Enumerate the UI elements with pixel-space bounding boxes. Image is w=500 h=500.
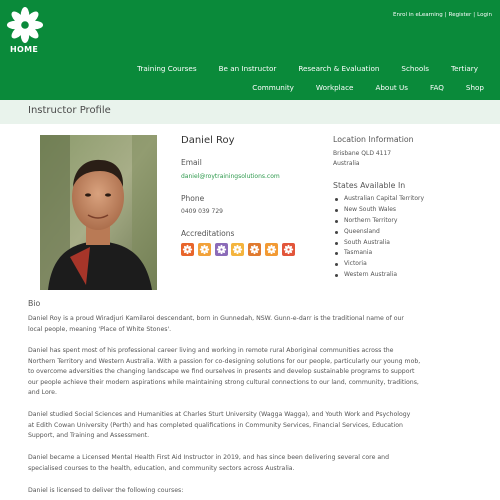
page-title: Instructor Profile: [28, 105, 111, 116]
accreditation-badge-icon[interactable]: [231, 243, 244, 256]
bio-line: to overcome adversities the changing landscape we find ourselves in presents and develop sustainable programs to support: [28, 368, 415, 376]
nav-shop[interactable]: Shop: [465, 83, 484, 92]
bio-line: Daniel became a Licensed Mental Health First Aid Instructor in 2019, and has since been delivering several core and: [28, 454, 389, 461]
nav-about-us[interactable]: About Us: [375, 83, 408, 92]
bio-paragraph: [28, 453, 476, 474]
bio-line: Daniel studied Social Sciences and Humanities at Charles Sturt University (Wagga Wagga), and Youth Work and Psychology: [28, 411, 411, 418]
email-link[interactable]: daniel@roytrainingsolutions.com: [181, 173, 280, 180]
bio-line: Daniel has spent most of his professional career living and working in remote rural Aboriginal communities across the: [28, 347, 394, 354]
list-item: Victoria: [335, 259, 424, 270]
states-title: States Available In: [333, 181, 406, 190]
list-item: Queensland: [335, 227, 424, 238]
location-title: Location Information: [333, 135, 414, 144]
main-nav-row-1: [115, 64, 478, 73]
accreditation-badge-icon[interactable]: [181, 243, 194, 256]
accreditation-badge-icon[interactable]: [282, 243, 295, 256]
nav-be-an-instructor[interactable]: Be an Instructor: [218, 64, 277, 73]
bio-title: Bio: [28, 299, 41, 308]
separator: |: [473, 12, 476, 18]
email-label: Email: [181, 158, 202, 167]
accreditations-label: Accreditations: [181, 229, 235, 238]
accreditation-badges: [181, 243, 299, 256]
accreditation-badge-icon[interactable]: [215, 243, 228, 256]
account-links: [393, 12, 492, 18]
bio-line: our people achieve their modern aspirations while maintaining strong cultural connections to our land, community, traditions,: [28, 378, 419, 386]
bio-paragraph: [28, 410, 476, 442]
login-link[interactable]: Login: [477, 12, 492, 18]
bio-line: local people, meaning 'Place of White Stones'.: [28, 325, 172, 333]
list-item: New South Wales: [335, 205, 424, 216]
nav-community[interactable]: Community: [252, 83, 294, 92]
nav-faq[interactable]: FAQ: [430, 83, 444, 92]
instructor-name: Daniel Roy: [181, 135, 235, 146]
accreditation-badge-icon[interactable]: [248, 243, 261, 256]
location-country: Australia: [333, 160, 360, 167]
separator: |: [444, 12, 447, 18]
states-list: [335, 194, 424, 281]
home-link[interactable]: HOME: [10, 45, 39, 54]
nav-training-courses[interactable]: Training Courses: [137, 64, 197, 73]
flower-logo-icon[interactable]: [6, 6, 44, 44]
nav-workplace[interactable]: Workplace: [315, 83, 354, 92]
bio-paragraph: [28, 486, 476, 497]
nav-tertiary[interactable]: Tertiary: [451, 64, 478, 73]
instructor-photo: [40, 135, 157, 290]
list-item: Northern Territory: [335, 216, 424, 227]
main-nav-row-2: [230, 83, 484, 92]
list-item: Western Australia: [335, 270, 424, 281]
list-item: Tasmania: [335, 248, 424, 259]
nav-research-evaluation[interactable]: Research & Evaluation: [298, 64, 380, 73]
register-link[interactable]: Register: [448, 12, 472, 18]
phone-label: Phone: [181, 194, 205, 203]
enrol-elearning-link[interactable]: Enrol in eLearning: [393, 12, 443, 18]
list-item: Australian Capital Territory: [335, 194, 424, 205]
location-city: Brisbane QLD 4117: [333, 150, 392, 157]
nav-schools[interactable]: Schools: [401, 64, 430, 73]
bio-line: and Lore.: [28, 389, 57, 397]
list-item: South Australia: [335, 238, 424, 249]
accreditation-badge-icon[interactable]: [198, 243, 211, 256]
bio-line: Northern Territory and Western Australia. With a passion for co-designing solutions for our people, particularly our young mob,: [28, 357, 421, 365]
bio-line: Support, and Training and Assessment.: [28, 432, 150, 440]
phone-number: 0409 039 729: [181, 208, 223, 215]
bio-line: at Edith Cowan University (Perth) and has completed qualifications in Community Services, Financial Services, Education: [28, 421, 403, 429]
bio-paragraph: [28, 314, 476, 335]
bio-line: specialised courses to the health, education, and community sectors across Australia.: [28, 464, 295, 472]
bio-paragraph: [28, 346, 476, 399]
bio-line: Daniel is licensed to deliver the following courses:: [28, 487, 184, 494]
accreditation-badge-icon[interactable]: [265, 243, 278, 256]
bio-line: Daniel Roy is a proud Wiradjuri Kamilaroi descendant, born in Gunnedah, NSW. Gunn-e-darr is the traditional name of our: [28, 315, 404, 322]
